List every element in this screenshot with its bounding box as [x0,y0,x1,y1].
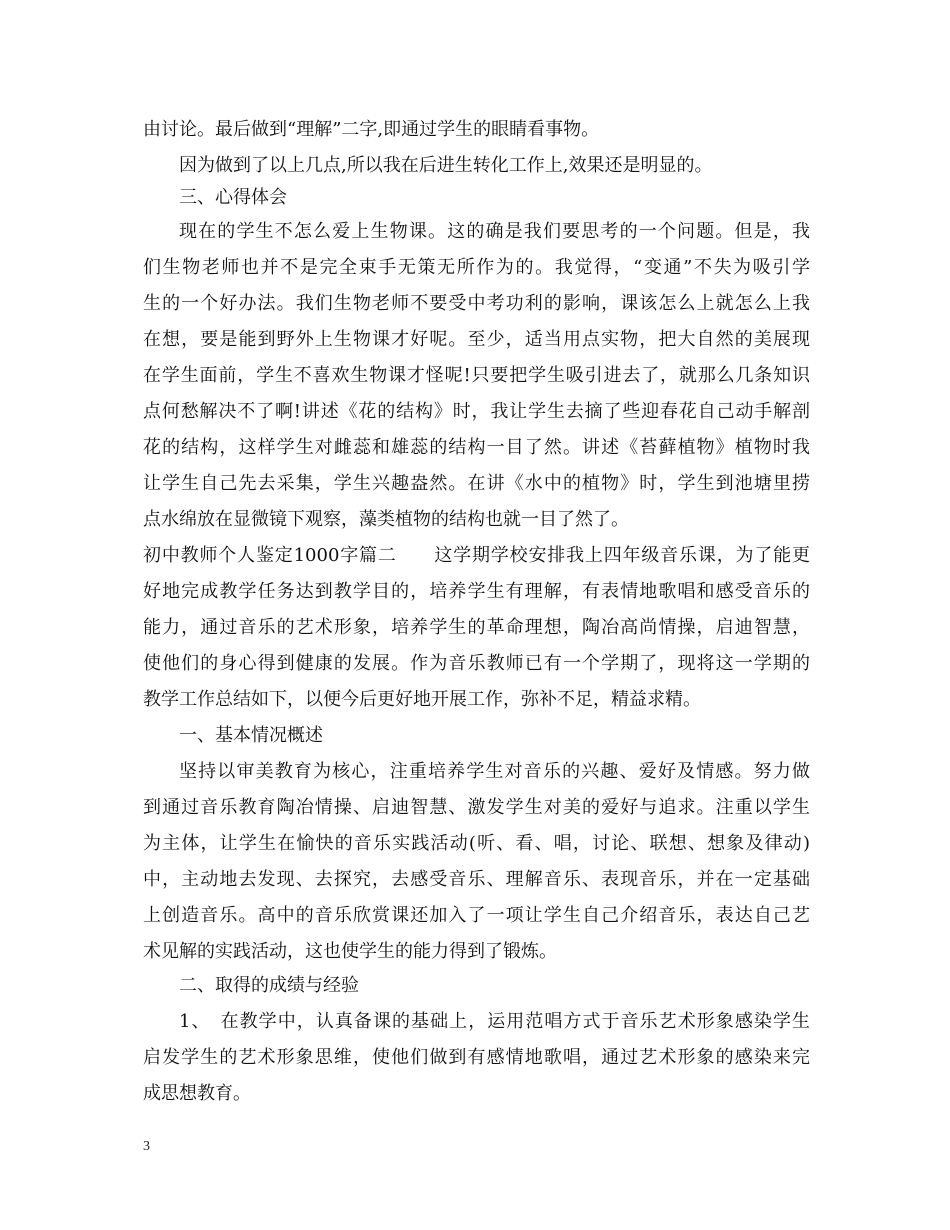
text-line: 让学生自己先去采集，学生兴趣盎然。在讲《水中的植物》时，学生到池塘里捞 [143,473,810,494]
text-line: 生的一个好办法。我们生物老师不要受中考功利的影响，课该怎么上就怎么上我 [143,293,810,314]
text-line: 点水绵放在显微镜下观察，藻类植物的结构也就一目了然了。 [143,509,629,530]
section-heading: 三、心得体会 [179,187,287,208]
text-line: 中，主动地去发现、去探究，去感受音乐、理解音乐、表现音乐，并在一定基础 [143,869,810,890]
text-line: 好地完成教学任务达到教学目的，培养学生有理解，有表情地歌唱和感受音乐的 [143,581,810,602]
text-line: 花的结构，这样学生对雌蕊和雄蕊的结构一目了然。讲述《苔藓植物》植物时我 [143,437,810,458]
section-heading: 二、取得的成绩与经验 [179,975,359,996]
text-line: 们生物老师也并不是完全束手无策无所作为的。我觉得，“变通”不失为吸引学 [143,257,810,278]
text-line: 为主体，让学生在愉快的音乐实践活动(听、看、唱，讨论、联想、想象及律动) [143,833,810,854]
text-line: 在想，要是能到野外上生物课才好呢。至少，适当用点实物，把大自然的美展现 [143,329,810,350]
text-line: 成思想教育。 [143,1083,251,1104]
text-line: 到通过音乐教育陶冶情操、启迪智慧、激发学生对美的爱好与追求。注重以学生 [143,797,810,818]
text-line: 点何愁解决不了啊!讲述《花的结构》时，我让学生去摘了些迎春花自己动手解剖 [143,401,810,422]
text-line: 坚持以审美教育为核心，注重培养学生对音乐的兴趣、爱好及情感。努力做 [179,761,810,782]
page-number: 3 [143,1139,150,1154]
text-line: 上创造音乐。高中的音乐欣赏课还加入了一项让学生自己介绍音乐，表达自己艺 [143,905,810,926]
text-line: 术见解的实践活动，这也使学生的能力得到了锻炼。 [143,941,557,962]
text-line: 1、 在教学中，认真备课的基础上，运用范唱方式于音乐艺术形象感染学生 [179,1011,810,1032]
text-line: 由讨论。最后做到“理解”二字,即通过学生的眼睛看事物。 [143,119,600,140]
text-line: 在学生面前，学生不喜欢生物课才怪呢!只要把学生吸引进去了，就那么几条知识 [143,365,810,386]
text-line: 因为做到了以上几点,所以我在后进生转化工作上,效果还是明显的。 [179,155,713,176]
section-heading: 一、基本情况概述 [179,725,323,746]
text-line: 初中教师个人鉴定1000字篇二 这学期学校安排我上四年级音乐课，为了能更 [143,545,810,566]
text-line: 现在的学生不怎么爱上生物课。这的确是我们要思考的一个问题。但是，我 [179,221,810,242]
text-line: 能力，通过音乐的艺术形象，培养学生的革命理想，陶冶高尚情操，启迪智慧， [143,617,810,638]
text-line: 教学工作总结如下，以便今后更好地开展工作，弥补不足，精益求精。 [143,689,701,710]
text-line: 启发学生的艺术形象思维，使他们做到有感情地歌唱，通过艺术形象的感染来完 [143,1047,810,1068]
text-line: 使他们的身心得到健康的发展。作为音乐教师已有一个学期了，现将这一学期的 [143,653,810,674]
